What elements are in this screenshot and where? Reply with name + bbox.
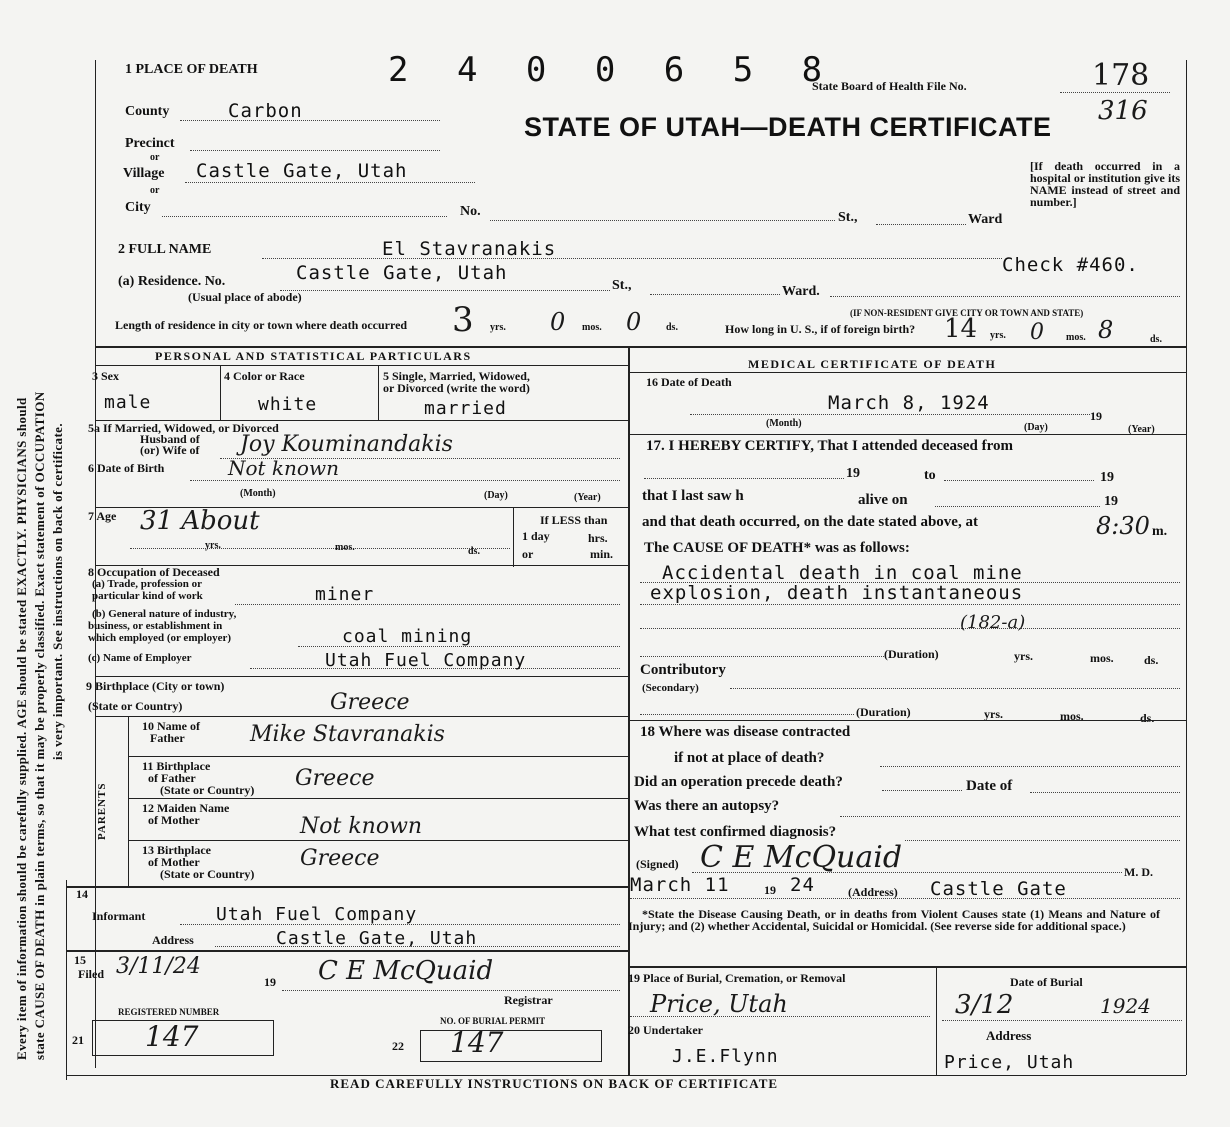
occupation-a-line bbox=[235, 604, 620, 605]
death-year-label: (Year) bbox=[1128, 424, 1155, 435]
certify-19a: 19 bbox=[846, 466, 860, 481]
signed-address-line bbox=[630, 898, 1180, 899]
section-divider-top bbox=[95, 346, 1186, 348]
personal-heading: PERSONAL AND STATISTICAL PARTICULARS bbox=[155, 349, 472, 363]
check-number: Check #460. bbox=[1002, 254, 1139, 276]
sex-color-divider bbox=[220, 365, 221, 420]
city-ward-label: Ward bbox=[968, 212, 1003, 227]
filed-signature: C E McQuaid bbox=[318, 956, 494, 986]
burial-permit-value: 147 bbox=[450, 1026, 504, 1059]
row-rule-5 bbox=[95, 716, 628, 717]
burial-place-line bbox=[630, 1016, 930, 1017]
q-operation-label: Did an operation precede death? bbox=[634, 774, 843, 790]
occupation-a-value: miner bbox=[315, 584, 375, 605]
row-rule-10 bbox=[66, 950, 628, 952]
birthplace-state-label: (State or Country) bbox=[88, 699, 183, 713]
time-of-death-m: m. bbox=[1152, 524, 1168, 539]
form-left-lower-border bbox=[66, 880, 67, 1080]
file-no-value: 178 bbox=[1092, 58, 1150, 93]
item-22-number: 22 bbox=[392, 1039, 404, 1053]
filed-value: 3/11/24 bbox=[116, 954, 201, 979]
sex-label: 3 Sex bbox=[92, 369, 119, 383]
residence-label: (a) Residence. No. bbox=[118, 274, 226, 289]
mother-name-label-2: of Mother bbox=[148, 813, 200, 827]
city-label: City bbox=[125, 200, 151, 215]
dob-year-label: (Year) bbox=[574, 492, 601, 503]
signed-signature: C E McQuaid bbox=[700, 840, 903, 875]
usual-abode-label: (Usual place of abode) bbox=[188, 290, 302, 304]
place-of-death-label: 1 PLACE OF DEATH bbox=[125, 62, 258, 77]
county-line bbox=[180, 120, 440, 121]
item-15-number: 15 bbox=[74, 953, 86, 967]
age-yrs-label: yrs. bbox=[205, 540, 221, 551]
burial-permit-box bbox=[420, 1030, 602, 1062]
registered-number-label: REGISTERED NUMBER bbox=[118, 1007, 220, 1017]
occupation-b-label-2: business, or establishment in bbox=[88, 620, 223, 632]
parents-label: PARENTS bbox=[96, 782, 108, 840]
undertaker-address-label: Address bbox=[986, 1028, 1032, 1043]
medical-rule-2 bbox=[628, 720, 1186, 721]
signed-label: (Signed) bbox=[636, 857, 679, 871]
duration-yrs-2: yrs. bbox=[984, 707, 1003, 721]
contributory-line bbox=[730, 688, 1180, 689]
us-yrs-label: yrs. bbox=[990, 330, 1006, 341]
occupation-a-label-1: (a) Trade, profession or bbox=[92, 578, 202, 590]
us-ds-value: 8 bbox=[1098, 316, 1114, 344]
dob-line bbox=[190, 480, 620, 481]
form-right-border bbox=[1186, 60, 1187, 1075]
date-of-death-line bbox=[690, 414, 1090, 415]
q-test-label: What test confirmed diagnosis? bbox=[634, 824, 837, 840]
color-race-label: 4 Color or Race bbox=[224, 369, 305, 383]
cause-of-death-label: The CAUSE OF DEATH* was as follows: bbox=[644, 540, 910, 556]
county-value: Carbon bbox=[228, 100, 303, 122]
certify-to: to bbox=[924, 468, 936, 483]
village-value: Castle Gate, Utah bbox=[196, 160, 408, 182]
occupation-a-label-2: particular kind of work bbox=[92, 590, 203, 602]
father-name-value: Mike Stavranakis bbox=[250, 722, 445, 747]
duration-ds-1: ds. bbox=[1144, 653, 1159, 667]
mother-birthplace-label-2: of Mother bbox=[148, 855, 200, 869]
duration-yrs-1: yrs. bbox=[1014, 649, 1033, 663]
occupation-b-label-3: which employed (or employer) bbox=[88, 632, 232, 644]
city-line bbox=[162, 216, 447, 217]
city-st-line bbox=[876, 224, 966, 225]
q-operation-line bbox=[882, 790, 962, 791]
duration-label-1: (Duration) bbox=[884, 647, 939, 661]
q18-line-2: if not at place of death? bbox=[674, 750, 825, 766]
age-line bbox=[130, 548, 510, 549]
length-yrs-value: 3 bbox=[452, 300, 474, 340]
signed-date-19: 19 bbox=[764, 883, 776, 897]
village-label: Village bbox=[123, 166, 165, 181]
duration-line-1 bbox=[640, 656, 884, 657]
father-name-label-2: Father bbox=[150, 731, 185, 745]
file-no-extra: 316 bbox=[1098, 96, 1148, 126]
precinct-line bbox=[190, 150, 440, 151]
occupation-label: 8 Occupation of Deceased bbox=[88, 565, 220, 579]
length-mos-value: 0 bbox=[550, 308, 566, 336]
father-birthplace-label-1: 11 Birthplace bbox=[142, 759, 211, 773]
length-ds-label: ds. bbox=[666, 322, 678, 333]
certify-from-line bbox=[644, 478, 844, 479]
us-mos-value: 0 bbox=[1030, 320, 1044, 345]
signed-line bbox=[692, 872, 1122, 873]
or-text-2: or bbox=[150, 185, 160, 196]
medical-rule-3 bbox=[628, 966, 1186, 968]
filed-line bbox=[282, 990, 620, 991]
personal-heading-rule bbox=[95, 365, 628, 366]
age-ds-label: ds. bbox=[468, 546, 480, 557]
burial-place-value: Price, Utah bbox=[650, 990, 788, 1018]
medical-heading: MEDICAL CERTIFICATE OF DEATH bbox=[748, 357, 997, 371]
birthplace-value: Greece bbox=[330, 690, 410, 715]
certify-line-1: 17. I HEREBY CERTIFY, That I attended deceased from bbox=[646, 438, 1014, 454]
city-no-line bbox=[490, 220, 835, 221]
undertaker-address-value: Price, Utah bbox=[944, 1052, 1075, 1073]
cause-note: (182-a) bbox=[960, 612, 1026, 633]
full-name-value: El Stavranakis bbox=[382, 238, 557, 260]
full-name-label: 2 FULL NAME bbox=[118, 242, 212, 257]
us-mos-label: mos. bbox=[1066, 332, 1086, 343]
certify-19c: 19 bbox=[1104, 494, 1118, 509]
duration-ds-2: ds. bbox=[1140, 711, 1155, 725]
row-rule-7 bbox=[128, 798, 628, 799]
mother-birthplace-value: Greece bbox=[300, 846, 380, 871]
burial-date-divider bbox=[936, 966, 937, 1076]
mother-name-value: Not known bbox=[300, 814, 423, 839]
file-no-line bbox=[1060, 92, 1170, 93]
q-date-of-line bbox=[1030, 792, 1180, 793]
length-mos-label: mos. bbox=[582, 322, 602, 333]
county-label: County bbox=[125, 104, 170, 119]
q-date-of-label: Date of bbox=[966, 778, 1013, 794]
cause-line-3 bbox=[640, 628, 1180, 629]
burial-place-label: 19 Place of Burial, Cremation, or Removal bbox=[628, 971, 846, 985]
undertaker-label: 20 Undertaker bbox=[628, 1023, 703, 1037]
dob-month-label: (Month) bbox=[240, 488, 276, 499]
certificate-number: 2 4 0 0 6 5 8 bbox=[388, 50, 837, 90]
us-yrs-value: 14 bbox=[944, 314, 978, 344]
duration-mos-2: mos. bbox=[1060, 709, 1084, 723]
dob-label: 6 Date of Birth bbox=[88, 461, 165, 475]
mother-name-label-1: 12 Maiden Name bbox=[142, 801, 230, 815]
certify-line-3a: that I last saw h bbox=[642, 488, 744, 504]
spouse-label-2: Husband of bbox=[140, 432, 200, 446]
age-value: 31 About bbox=[140, 506, 260, 536]
md-label: M. D. bbox=[1124, 865, 1153, 879]
marital-value: married bbox=[424, 398, 507, 419]
signed-address-value: Castle Gate bbox=[930, 878, 1067, 900]
less-than-label: If LESS than bbox=[540, 513, 608, 527]
father-birthplace-label-2: of Father bbox=[148, 771, 196, 785]
residence-value: Castle Gate, Utah bbox=[296, 262, 508, 284]
less-min-label: min. bbox=[590, 547, 614, 561]
full-name-line bbox=[262, 258, 1002, 259]
color-marital-divider bbox=[378, 365, 379, 420]
spouse-label-1: 5a If Married, Widowed, or Divorced bbox=[88, 421, 279, 435]
length-yrs-label: yrs. bbox=[490, 322, 506, 333]
medical-rule-1 bbox=[628, 434, 1186, 435]
q18-line-1: 18 Where was disease contracted bbox=[640, 724, 851, 740]
signed-year-value: 24 bbox=[790, 874, 815, 896]
registrar-label: Registrar bbox=[504, 993, 553, 1007]
cause-footnote: *State the Disease Causing Death, or in deaths from Violent Causes state (1) Means and Nature of Injury; and (2) whether Accidental, Suicidal or Homicidal. (See reverse side for additional space.) bbox=[628, 907, 1160, 933]
death-month-label: (Month) bbox=[766, 418, 802, 429]
margin-instructions-line2: state CAUSE OF DEATH in plain terms, so that it may be properly classified. Exact statement of OCCUPATION bbox=[32, 391, 47, 1060]
residence-st-label: St., bbox=[612, 278, 632, 293]
footer-instructions: READ CAREFULLY INSTRUCTIONS ON BACK OF CERTIFICATE bbox=[330, 1076, 779, 1091]
certify-line-4: and that death occurred, on the date stated above, at bbox=[642, 514, 978, 530]
years-in-us-label: How long in U. S., if of foreign birth? bbox=[725, 322, 916, 336]
row-rule-4 bbox=[95, 676, 628, 677]
item-14-number: 14 bbox=[76, 887, 88, 901]
signed-address-label: (Address) bbox=[848, 885, 898, 899]
filed-19: 19 bbox=[264, 975, 276, 989]
death-day-label: (Day) bbox=[1024, 422, 1048, 433]
city-no-label: No. bbox=[460, 204, 481, 219]
dob-day-label: (Day) bbox=[484, 490, 508, 501]
informant-address-label: Address bbox=[152, 933, 194, 947]
residence-ward-line bbox=[830, 296, 1180, 297]
q-autopsy-line bbox=[840, 816, 1180, 817]
length-ds-value: 0 bbox=[626, 308, 642, 336]
spouse-label-3: (or) Wife of bbox=[140, 443, 200, 457]
less-or-label: or bbox=[522, 547, 534, 561]
burial-permit-label: NO. OF BURIAL PERMIT bbox=[440, 1016, 546, 1026]
nonresident-note: (IF NON-RESIDENT GIVE CITY OR TOWN AND STATE) bbox=[850, 308, 1084, 318]
birthplace-label: 9 Birthplace (City or town) bbox=[86, 679, 225, 693]
age-less-divider bbox=[513, 507, 514, 567]
q-autopsy-label: Was there an autopsy? bbox=[634, 798, 780, 814]
medical-heading-rule bbox=[628, 372, 1186, 373]
marital-label-2: or Divorced (write the word) bbox=[383, 381, 530, 395]
less-day-label: 1 day bbox=[522, 529, 550, 543]
parents-left-rule bbox=[128, 716, 129, 886]
age-label: 7 Age bbox=[88, 509, 117, 523]
less-hrs-label: hrs. bbox=[588, 531, 608, 545]
row-rule-6 bbox=[128, 756, 628, 757]
filed-label: Filed bbox=[78, 967, 104, 981]
time-of-death-value: 8:30 bbox=[1096, 512, 1150, 540]
item-21-number: 21 bbox=[72, 1033, 84, 1047]
q18-line bbox=[880, 766, 1180, 767]
cause-line-2 bbox=[640, 604, 1180, 605]
burial-date-year: 1924 bbox=[1100, 994, 1151, 1018]
date-of-death-19: 19 bbox=[1090, 409, 1102, 423]
row-rule-8 bbox=[128, 840, 628, 841]
certify-line-3b: alive on bbox=[858, 492, 908, 508]
burial-date-value: 3/12 bbox=[955, 990, 1014, 1020]
us-ds-label: ds. bbox=[1150, 334, 1162, 345]
occupation-b-label-1: (b) General nature of industry, bbox=[92, 608, 237, 620]
duration-mos-1: mos. bbox=[1090, 651, 1114, 665]
or-text-1: or bbox=[150, 152, 160, 163]
duration-label-2: (Duration) bbox=[856, 705, 911, 719]
mother-birthplace-label-1: 13 Birthplace bbox=[142, 843, 211, 857]
father-birthplace-value: Greece bbox=[295, 766, 375, 791]
contributory-label: Contributory bbox=[640, 662, 726, 678]
registered-number-value: 147 bbox=[145, 1020, 199, 1053]
certify-19b: 19 bbox=[1100, 470, 1114, 485]
mother-birthplace-label-3: (State or Country) bbox=[160, 867, 255, 881]
marital-label-1: 5 Single, Married, Widowed, bbox=[383, 369, 530, 383]
residence-line bbox=[280, 290, 610, 291]
burial-date-line bbox=[942, 1020, 1182, 1021]
spouse-value: Joy Kouminandakis bbox=[240, 432, 453, 457]
certify-to-line bbox=[944, 480, 1094, 481]
informant-address-value: Castle Gate, Utah bbox=[276, 928, 478, 949]
undertaker-value: J.E.Flynn bbox=[672, 1046, 779, 1067]
q-test-line bbox=[905, 840, 1180, 841]
residence-st-line bbox=[650, 294, 780, 295]
file-no-label: State Board of Health File No. bbox=[812, 79, 967, 93]
margin-instructions-line3: is very important. See instructions on back of certificate. bbox=[50, 423, 65, 760]
hospital-note: [If death occurred in a hospital or institution give its NAME instead of street and number.] bbox=[1030, 159, 1180, 209]
precinct-label: Precinct bbox=[125, 136, 175, 151]
color-race-value: white bbox=[258, 394, 318, 415]
dob-value: Not known bbox=[228, 456, 339, 480]
certify-alive-line bbox=[935, 506, 1100, 507]
sex-value: male bbox=[104, 392, 152, 413]
cause-of-death-value-1: Accidental death in coal mine bbox=[662, 562, 1023, 584]
length-of-residence-label: Length of residence in city or town where death occurred bbox=[115, 318, 408, 332]
cause-of-death-value-2: explosion, death instantaneous bbox=[650, 582, 1024, 604]
margin-instructions-line1: Every item of information should be carefully supplied. AGE should be stated EXACTLY. PHYSICIANS should bbox=[14, 397, 29, 1060]
date-of-death-value: March 8, 1924 bbox=[828, 392, 990, 414]
village-line bbox=[185, 182, 475, 183]
burial-date-label: Date of Burial bbox=[1010, 975, 1083, 989]
occupation-c-label: (c) Name of Employer bbox=[88, 652, 192, 664]
row-rule-9 bbox=[66, 886, 628, 888]
father-name-label-1: 10 Name of bbox=[142, 719, 200, 733]
signed-date-value: March 11 bbox=[630, 874, 730, 896]
date-of-death-label: 16 Date of Death bbox=[646, 375, 732, 389]
informant-value: Utah Fuel Company bbox=[216, 904, 418, 925]
secondary-label: (Secondary) bbox=[642, 682, 699, 694]
city-st-label: St., bbox=[838, 210, 858, 225]
age-mos-label: mos. bbox=[335, 542, 355, 553]
informant-label: Informant bbox=[92, 909, 146, 923]
father-birthplace-label-3: (State or Country) bbox=[160, 783, 255, 797]
occupation-c-value: Utah Fuel Company bbox=[325, 650, 527, 671]
occupation-b-value: coal mining bbox=[342, 626, 473, 647]
duration-line-2 bbox=[640, 714, 854, 715]
certificate-title: STATE OF UTAH—DEATH CERTIFICATE bbox=[524, 112, 1052, 142]
residence-ward-label: Ward. bbox=[782, 284, 820, 299]
